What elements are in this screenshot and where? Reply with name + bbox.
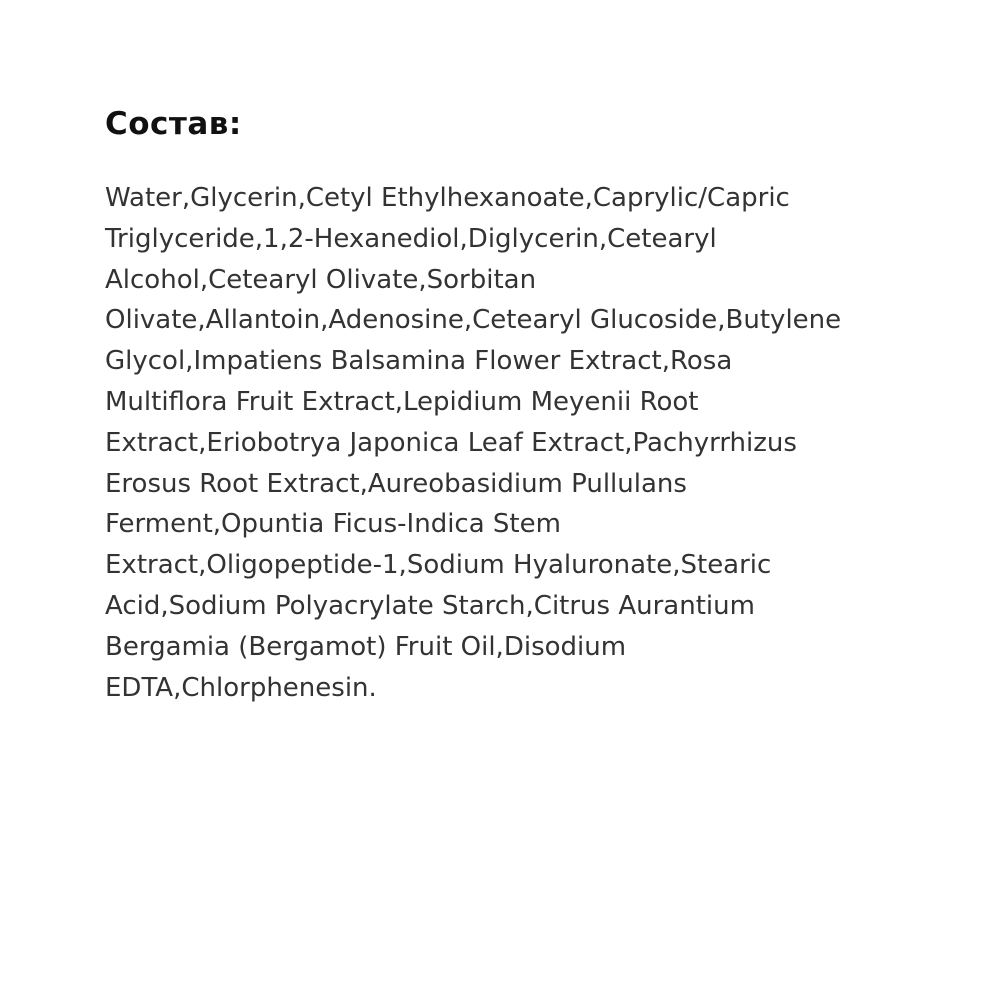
ingredients-line: EDTA,Chlorphenesin.: [105, 672, 377, 703]
ingredients-line: Alcohol,Cetearyl Olivate,Sorbitan: [105, 264, 537, 295]
ingredients-list: [105, 178, 955, 708]
ingredients-line: Multiflora Fruit Extract,Lepidium Meyenii Root: [105, 386, 699, 417]
ingredients-line: Water,Glycerin,Cetyl Ethylhexanoate,Caprylic/Capric: [105, 183, 790, 213]
ingredients-line: Extract,Oligopeptide-1,Sodium Hyaluronate,Stearic: [105, 550, 772, 581]
ingredients-line: Triglyceride,1,2-Hexanediol,Diglycerin,Cetearyl: [105, 223, 717, 254]
ingredients-line: Ferment,Opuntia Ficus-Indica Stem: [105, 509, 561, 540]
ingredients-line: Glycol,Impatiens Balsamina Flower Extract,Rosa: [105, 346, 733, 377]
ingredients-line: Olivate,Allantoin,Adenosine,Cetearyl Glucoside,Butylene: [105, 305, 842, 336]
ingredients-line: Extract,Eriobotrya Japonica Leaf Extract,Pachyrrhizus: [105, 427, 797, 458]
ingredients-line: Erosus Root Extract,Aureobasidium Pullulans: [105, 468, 687, 499]
ingredients-line: Acid,Sodium Polyacrylate Starch,Citrus Aurantium: [105, 590, 755, 621]
ingredients-line: Bergamia (Bergamot) Fruit Oil,Disodium: [105, 631, 627, 662]
composition-heading: Состав:: [105, 106, 242, 142]
